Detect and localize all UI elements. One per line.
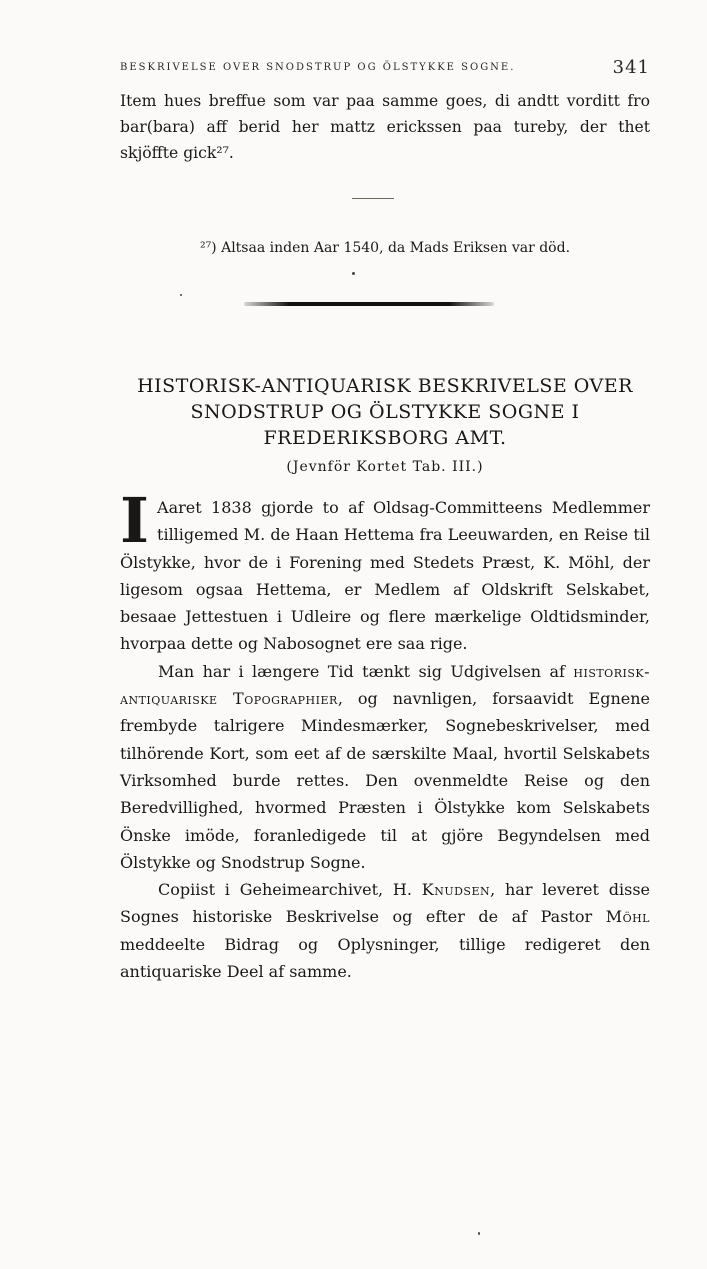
section-divider bbox=[244, 302, 494, 306]
running-title: BESKRIVELSE OVER SNODSTRUP OG ÖLSTYKKE SOGNE. bbox=[120, 62, 516, 73]
paragraph bbox=[120, 876, 650, 985]
paragraph bbox=[120, 658, 650, 876]
paragraph-text: Aaret 1838 gjorde to af Oldsag-Committeens Medlemmer tilligemed M. de Haan Hettema fra Leeuwarden, en Reise til Ölstykke, hvor de i Forening med Stedets Præst, K. Möhl, der ligesom ogsaa Hettema, er Medlem af Oldskrift Selskabet, besaae Jettestuen i Udleire og flere mærkelige Oldtidsminder, hvorpaa dette og Nabosognet ere saa rige. bbox=[120, 498, 650, 654]
person-name: Möhl bbox=[605, 907, 650, 927]
article-subtitle: (Jevnför Kortet Tab. III.) bbox=[286, 459, 484, 475]
ink-speck bbox=[478, 1232, 480, 1235]
paragraph-text: , og navnligen, forsaavidt Egnene frembyde talrigere Mindesmærker, Sognebeskrivelser, med tilhörende Kort, som eet af de særskilte Maal, hvortil Selskabets Virksomhed burde rettes. Den ovenmeldte Reise og den Beredvillighed, hvormed Præsten i Ölstykke kom Selskabets Önske imöde, foranledigede til at gjöre Begyndelsen med Ölstykke og Snodstrup Sogne. bbox=[120, 689, 650, 872]
short-rule bbox=[352, 198, 394, 199]
drop-cap: I bbox=[120, 484, 150, 557]
paragraph-text: Copiist i Geheimearchivet, H. bbox=[158, 880, 412, 900]
paragraph-text: Man har i længere Tid tænkt sig Udgivelsen af bbox=[158, 661, 565, 681]
opening-paragraph: Item hues breffue som var paa samme goes, di andtt vorditt fro bar(bara) aff berid her mattz erickssen paa tureby, der thet skjöffte gick²⁷. bbox=[120, 92, 650, 162]
person-name: Knudsen bbox=[421, 880, 491, 900]
paragraph-text: , har leveret disse Sognes historiske Beskrivelse og efter de af Pastor bbox=[120, 880, 650, 927]
emphasis-text: historisk-antiquariske Topographier bbox=[120, 661, 650, 709]
page-number: 341 bbox=[612, 57, 650, 78]
article-title bbox=[120, 373, 650, 451]
title-line: FREDERIKSBORG AMT. bbox=[263, 427, 507, 449]
running-header bbox=[120, 57, 650, 78]
article-body bbox=[120, 484, 650, 985]
title-line: HISTORISK-ANTIQUARISK BESKRIVELSE OVER bbox=[137, 375, 633, 397]
footnote: ²⁷) Altsaa inden Aar 1540, da Mads Eriksen var död. bbox=[199, 240, 571, 256]
paragraph bbox=[120, 484, 650, 658]
paragraph-text: meddeelte Bidrag og Oplysninger, tillige redigeret den antiquariske Deel af samme. bbox=[120, 934, 650, 982]
ink-speck bbox=[352, 272, 355, 275]
ink-speck bbox=[180, 294, 182, 296]
title-line: SNODSTRUP OG ÖLSTYKKE SOGNE I bbox=[190, 401, 580, 423]
